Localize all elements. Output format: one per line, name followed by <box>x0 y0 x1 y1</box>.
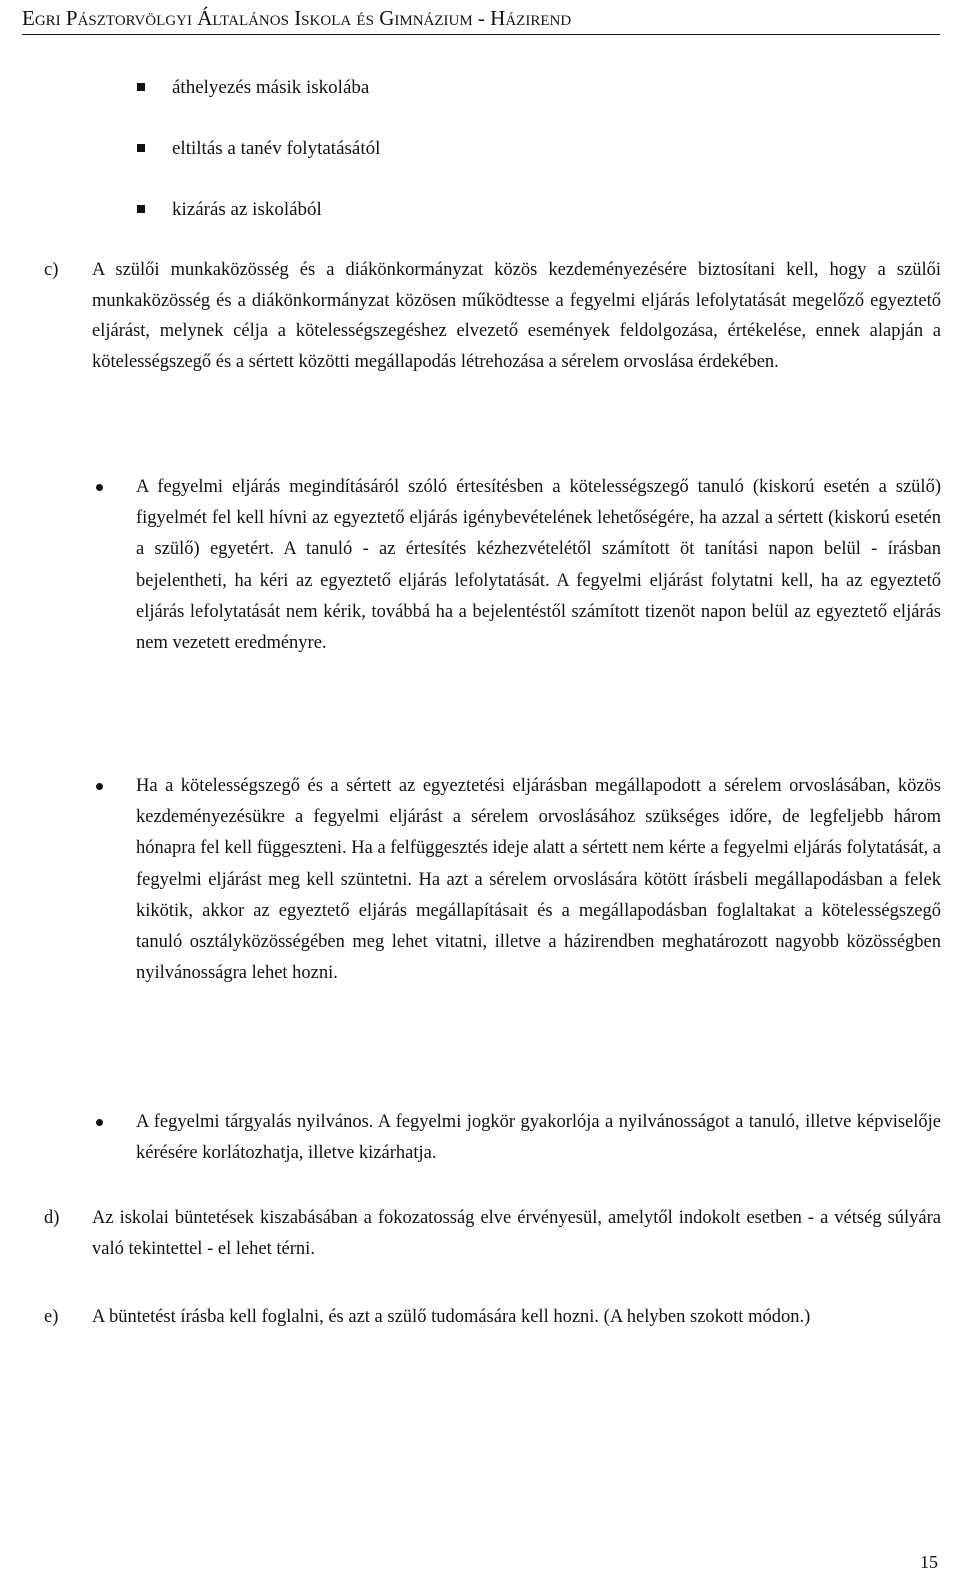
paragraph-label: c) <box>44 260 59 280</box>
list-item <box>137 192 380 253</box>
list-item <box>137 70 380 131</box>
page-number: 15 <box>920 1552 938 1572</box>
bullet-text: Ha a kötelességszegő és a sértett az egyeztetési eljárásban megállapodott a sérelem orvoslásában, közös kezdeményezésükre a fegyelmi eljárást a sérelem orvoslásához szükséges időre, de legfeljebb három hónapra fel kell függeszteni. Ha a felfüggesztés ideje alatt a sértett nem kérte a fegyelmi eljárás folytatását, a fegyelmi eljárást meg kell szüntetni. Ha azt a sérelem orvoslására kötött írásbeli megállapodásban a felek kikötik, akkor az egyeztető eljárás megállapításait és a megállapodásban foglaltakat a kötelességszegő tanuló osztályközösségében meg lehet vitatni, illetve a házirendben meghatározott nagyobb közösségben nyilvánosságra lehet hozni. <box>136 776 941 984</box>
paragraph-c <box>44 255 941 377</box>
header-title: Egri Pásztorvölgyi Általános Iskola és Gimnázium - Házirend <box>22 6 572 30</box>
list-item-text: áthelyezés másik iskolába <box>172 77 370 98</box>
bullet-dot-icon <box>96 484 103 491</box>
bullet-text: A fegyelmi tárgyalás nyilvános. A fegyelmi jogkör gyakorlója a nyilvánosságot a tanuló, illetve képviselője kérésére korlátozhatja, illetve kizárhatja. <box>136 1112 941 1164</box>
bullet-item-2 <box>92 771 941 989</box>
bullet-text: A fegyelmi eljárás megindításáról szóló értesítésben a kötelességszegő tanuló (kiskorú esetén a szülő) figyelmét fel kell hívni az egyeztető eljárás igénybevételének lehetőségére, ha azzal a sértett (kiskorú esetén a szülő) egyetért. A tanuló - az értesítés kézhezvételétől számított öt tanítási napon belül - írásban bejelentheti, ha kéri az egyeztető eljárás lefolytatását. A fegyelmi eljárást folytatni kell, ha az egyeztető eljárás lefolytatását nem kérik, továbbá ha a bejelentéstől számított tizenöt napon belül az egyeztető eljárás nem vezetett eredményre. <box>136 477 941 654</box>
paragraph-d <box>44 1203 941 1264</box>
list-item-text: kizárás az iskolából <box>172 199 322 220</box>
bullet-dot-icon <box>96 1119 103 1126</box>
square-bullet-icon <box>137 205 145 213</box>
paragraph-text: A büntetést írásba kell foglalni, és azt a szülő tudomására kell hozni. (A helyben szokott módon.) <box>92 1307 811 1327</box>
bullet-item-1 <box>92 472 941 659</box>
square-bullet-icon <box>137 144 145 152</box>
square-bullet-icon <box>137 83 145 91</box>
paragraph-e <box>44 1302 941 1333</box>
penalty-list <box>137 70 380 253</box>
list-item-text: eltiltás a tanév folytatásától <box>172 138 381 159</box>
paragraph-text: A szülői munkaközösség és a diákönkormányzat közös kezdeményezésére biztosítani kell, hogy a szülői munkaközösség és a diákönkormányzat közösen működtesse a fegyelmi eljárás lefolytatását megelőző egyeztető eljárást, melynek célja a kötelességszegéshez elvezető események feldolgozása, értékelése, ennek alapján a kötelességszegő és a sértett közötti megállapodás létrehozása a sérelem orvoslása érdekében. <box>92 260 941 372</box>
bullet-dot-icon <box>96 783 103 790</box>
paragraph-label: d) <box>44 1208 60 1228</box>
paragraph-label: e) <box>44 1307 59 1327</box>
list-item <box>137 131 380 192</box>
page-header <box>22 4 940 35</box>
paragraph-text: Az iskolai büntetések kiszabásában a fokozatosság elve érvényesül, amelytől indokolt esetben - a vétség súlyára való tekintettel - el lehet térni. <box>92 1208 941 1259</box>
bullet-item-3 <box>92 1107 941 1169</box>
